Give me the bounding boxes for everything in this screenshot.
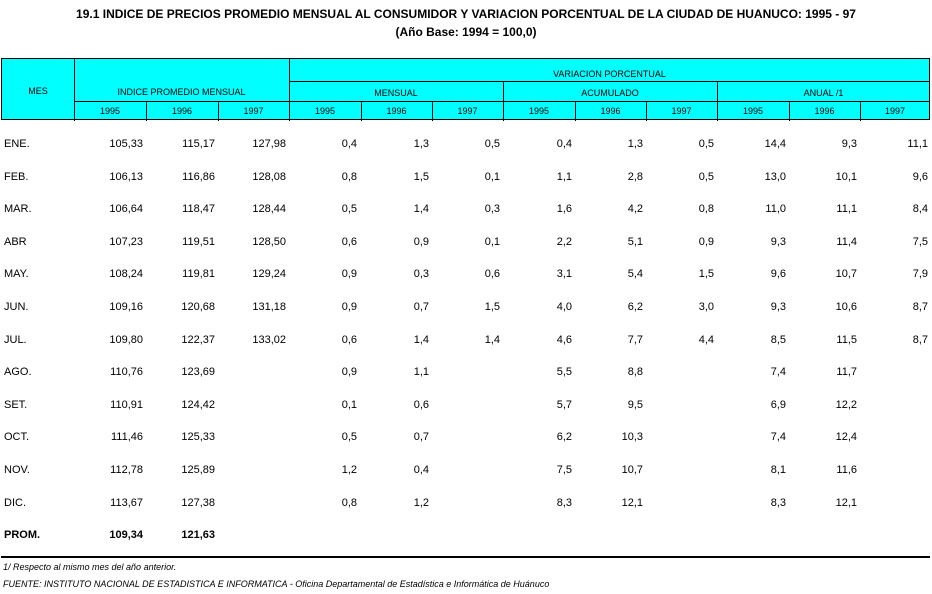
- row-value: 6,2: [627, 301, 643, 313]
- table-row: [0, 366, 932, 382]
- row-value: 1,5: [484, 301, 500, 313]
- header-year-0: 1995: [99, 106, 121, 116]
- row-value: 108,24: [109, 268, 143, 281]
- row-value: 120,68: [181, 301, 215, 313]
- table-subtitle: (Año Base: 1994 = 100,0): [395, 25, 537, 39]
- table-row: [0, 203, 932, 219]
- row-value: 8,5: [770, 333, 786, 346]
- row-month: SET.: [4, 398, 28, 411]
- table-row: [0, 464, 932, 480]
- row-value: 106,13: [109, 170, 143, 183]
- header-year-11: 1997: [884, 106, 906, 116]
- row-value: 1,4: [484, 333, 500, 346]
- row-value: 107,23: [109, 235, 143, 248]
- row-value: 12,2: [835, 398, 857, 411]
- row-value: 0,1: [341, 398, 357, 411]
- row-value: 0,6: [413, 398, 429, 411]
- row-value: 0,5: [484, 138, 500, 150]
- row-value: 0,3: [484, 203, 500, 216]
- row-value: 10,7: [835, 268, 857, 281]
- row-value: 0,5: [341, 203, 357, 216]
- row-value: 8,8: [627, 366, 643, 379]
- row-value: 5,5: [556, 366, 572, 379]
- row-value: 121,63: [181, 529, 215, 542]
- header-divider: [74, 101, 930, 102]
- row-month: FEB.: [4, 170, 29, 183]
- table-row: [0, 431, 932, 447]
- row-value: 0,4: [556, 138, 572, 150]
- row-value: 10,3: [621, 431, 643, 444]
- row-value: 0,7: [413, 301, 429, 313]
- row-value: 0,9: [698, 235, 714, 248]
- row-value: 109,34: [109, 529, 143, 542]
- row-value: 1,4: [413, 203, 429, 216]
- row-value: 8,3: [556, 496, 572, 509]
- row-value: 11,5: [836, 333, 857, 346]
- row-value: 0,5: [698, 138, 714, 150]
- row-value: 1,3: [627, 138, 643, 150]
- table-header: [1, 58, 930, 120]
- row-value: 1,4: [413, 333, 429, 346]
- table-row: [0, 529, 932, 545]
- header-divider: [361, 101, 362, 121]
- row-value: 0,6: [484, 268, 500, 281]
- row-month: JUL.: [4, 333, 27, 346]
- row-value: 8,3: [770, 496, 786, 509]
- table-row: [0, 334, 932, 350]
- row-value: 0,6: [341, 333, 357, 346]
- row-value: 4,2: [627, 203, 643, 216]
- row-value: 4,6: [556, 333, 572, 346]
- row-value: 8,7: [912, 301, 928, 313]
- row-value: 11,4: [836, 235, 857, 248]
- row-value: 105,33: [109, 138, 143, 150]
- row-value: 0,9: [341, 301, 357, 313]
- header-variacion: VARIACION PORCENTUAL: [553, 69, 666, 79]
- row-value: 110,91: [110, 398, 143, 411]
- row-value: 11,6: [836, 464, 857, 476]
- row-value: 111,46: [110, 431, 143, 444]
- row-value: 1,2: [413, 496, 429, 509]
- header-mensual: MENSUAL: [374, 88, 418, 98]
- row-value: 0,9: [341, 268, 357, 281]
- row-value: 12,1: [621, 496, 643, 509]
- row-value: 10,1: [835, 170, 857, 183]
- row-value: 116,86: [182, 170, 215, 183]
- row-value: 127,98: [252, 138, 286, 150]
- row-value: 131,18: [252, 301, 286, 313]
- row-value: 125,89: [181, 464, 215, 476]
- row-value: 6,2: [556, 431, 572, 444]
- row-value: 14,4: [764, 138, 786, 150]
- table-row: [0, 171, 932, 187]
- header-divider: [432, 101, 433, 121]
- source-note: FUENTE: INSTITUTO NACIONAL DE ESTADISTICA E INFORMATICA - Oficina Departamental de Estadística e Informática de Huánuco: [3, 579, 550, 589]
- row-value: 9,3: [770, 301, 786, 313]
- row-value: 1,2: [341, 464, 357, 476]
- row-value: 128,44: [252, 203, 286, 216]
- row-value: 1,3: [413, 138, 429, 150]
- row-value: 122,37: [181, 333, 215, 346]
- row-value: 110,76: [110, 366, 143, 379]
- table-row: [0, 236, 932, 252]
- row-value: 1,6: [556, 203, 572, 216]
- row-value: 10,7: [621, 464, 643, 476]
- row-value: 2,8: [627, 170, 643, 183]
- row-month: DIC.: [4, 496, 26, 509]
- row-value: 128,08: [252, 170, 286, 183]
- header-divider: [860, 101, 861, 121]
- row-value: 11,1: [836, 203, 857, 216]
- row-value: 7,5: [912, 235, 928, 248]
- header-year-6: 1995: [528, 106, 550, 116]
- row-value: 1,5: [413, 170, 429, 183]
- header-year-3: 1995: [314, 106, 336, 116]
- row-value: 115,17: [182, 138, 215, 150]
- row-value: 0,9: [413, 235, 429, 248]
- header-divider: [789, 101, 790, 121]
- row-value: 1,1: [413, 366, 429, 379]
- row-value: 13,0: [764, 170, 786, 183]
- header-year-9: 1995: [742, 106, 764, 116]
- header-acumulado: ACUMULADO: [581, 88, 639, 98]
- row-value: 0,1: [484, 235, 500, 248]
- row-value: 5,7: [556, 398, 572, 411]
- row-value: 5,4: [627, 268, 643, 281]
- row-value: 12,4: [835, 431, 857, 444]
- row-value: 8,7: [912, 333, 928, 346]
- header-year-4: 1996: [386, 106, 407, 116]
- row-value: 0,7: [413, 431, 429, 444]
- row-value: 7,9: [912, 268, 928, 281]
- row-value: 0,3: [413, 268, 429, 281]
- row-value: 3,0: [698, 301, 714, 313]
- row-value: 5,1: [627, 235, 643, 248]
- row-value: 1,1: [556, 170, 572, 183]
- row-month: ENE.: [4, 138, 30, 150]
- row-value: 0,5: [341, 431, 357, 444]
- header-year-10: 1996: [814, 106, 835, 116]
- row-value: 113,67: [110, 496, 143, 509]
- row-value: 124,42: [181, 398, 215, 411]
- table-bottom-rule: [1, 556, 930, 558]
- row-month: PROM.: [4, 529, 41, 542]
- row-value: 129,24: [252, 268, 286, 281]
- row-value: 118,47: [182, 203, 215, 216]
- row-month: JUN.: [4, 301, 29, 313]
- row-value: 4,4: [698, 333, 714, 346]
- row-value: 3,1: [556, 268, 572, 281]
- header-indice: INDICE PROMEDIO MENSUAL: [117, 87, 246, 97]
- row-value: 8,1: [770, 464, 786, 476]
- header-divider: [575, 101, 576, 121]
- row-value: 7,4: [770, 366, 786, 379]
- row-value: 11,0: [765, 203, 786, 216]
- table-row: [0, 399, 932, 415]
- header-year-8: 1997: [671, 106, 692, 116]
- row-month: OCT.: [4, 431, 30, 444]
- table-row: [0, 138, 932, 154]
- row-value: 7,5: [556, 464, 572, 476]
- row-value: 0,6: [341, 235, 357, 248]
- row-value: 0,9: [341, 366, 357, 379]
- row-value: 127,38: [181, 496, 215, 509]
- row-value: 7,7: [627, 333, 643, 346]
- header-anual: ANUAL /1: [803, 88, 844, 98]
- row-value: 4,0: [556, 301, 572, 313]
- row-value: 9,3: [770, 235, 786, 248]
- row-value: 11,7: [836, 366, 857, 379]
- row-value: 0,4: [413, 464, 429, 476]
- row-value: 125,33: [181, 431, 215, 444]
- row-value: 7,4: [770, 431, 786, 444]
- row-month: MAY.: [4, 268, 29, 281]
- header-year-5: 1997: [457, 106, 478, 116]
- table-row: [0, 497, 932, 513]
- table-row: [0, 268, 932, 284]
- row-value: 6,9: [770, 398, 786, 411]
- row-value: 123,69: [181, 366, 215, 379]
- row-value: 106,64: [109, 203, 143, 216]
- header-divider: [289, 81, 930, 82]
- row-value: 9,6: [912, 170, 928, 183]
- row-month: AGO.: [4, 366, 32, 379]
- row-value: 11,1: [907, 138, 928, 150]
- header-year-7: 1996: [600, 106, 621, 116]
- row-value: 10,6: [835, 301, 857, 313]
- row-month: NOV.: [4, 464, 30, 476]
- row-value: 119,51: [182, 235, 215, 248]
- row-value: 0,1: [484, 170, 500, 183]
- row-value: 8,4: [912, 203, 928, 216]
- row-value: 112,78: [110, 464, 143, 476]
- row-value: 0,4: [341, 138, 357, 150]
- row-value: 109,16: [109, 301, 143, 313]
- row-value: 1,5: [698, 268, 714, 281]
- header-divider: [218, 101, 219, 121]
- row-value: 109,80: [109, 333, 143, 346]
- row-month: ABR: [4, 235, 27, 248]
- row-month: MAR.: [4, 203, 32, 216]
- table-title: 19.1 INDICE DE PRECIOS PROMEDIO MENSUAL AL CONSUMIDOR Y VARIACION PORCENTUAL DE LA CIUDAD DE HUANUCO: 1995 - 97: [76, 7, 856, 21]
- row-value: 2,2: [556, 235, 572, 248]
- header-divider: [646, 101, 647, 121]
- row-value: 0,5: [698, 170, 714, 183]
- row-value: 0,8: [341, 170, 357, 183]
- row-value: 9,5: [627, 398, 643, 411]
- row-value: 133,02: [252, 333, 286, 346]
- row-value: 9,6: [770, 268, 786, 281]
- header-mes: MES: [28, 86, 48, 96]
- row-value: 12,1: [835, 496, 857, 509]
- row-value: 119,81: [182, 268, 215, 281]
- row-value: 128,50: [252, 235, 286, 248]
- header-year-2: 1997: [243, 106, 264, 116]
- row-value: 0,8: [341, 496, 357, 509]
- table-row: [0, 301, 932, 317]
- row-value: 9,3: [841, 138, 857, 150]
- footnote: 1/ Respecto al mismo mes del año anterior.: [3, 562, 177, 572]
- header-year-1: 1996: [171, 106, 193, 116]
- header-divider: [146, 101, 147, 121]
- row-value: 0,8: [698, 203, 714, 216]
